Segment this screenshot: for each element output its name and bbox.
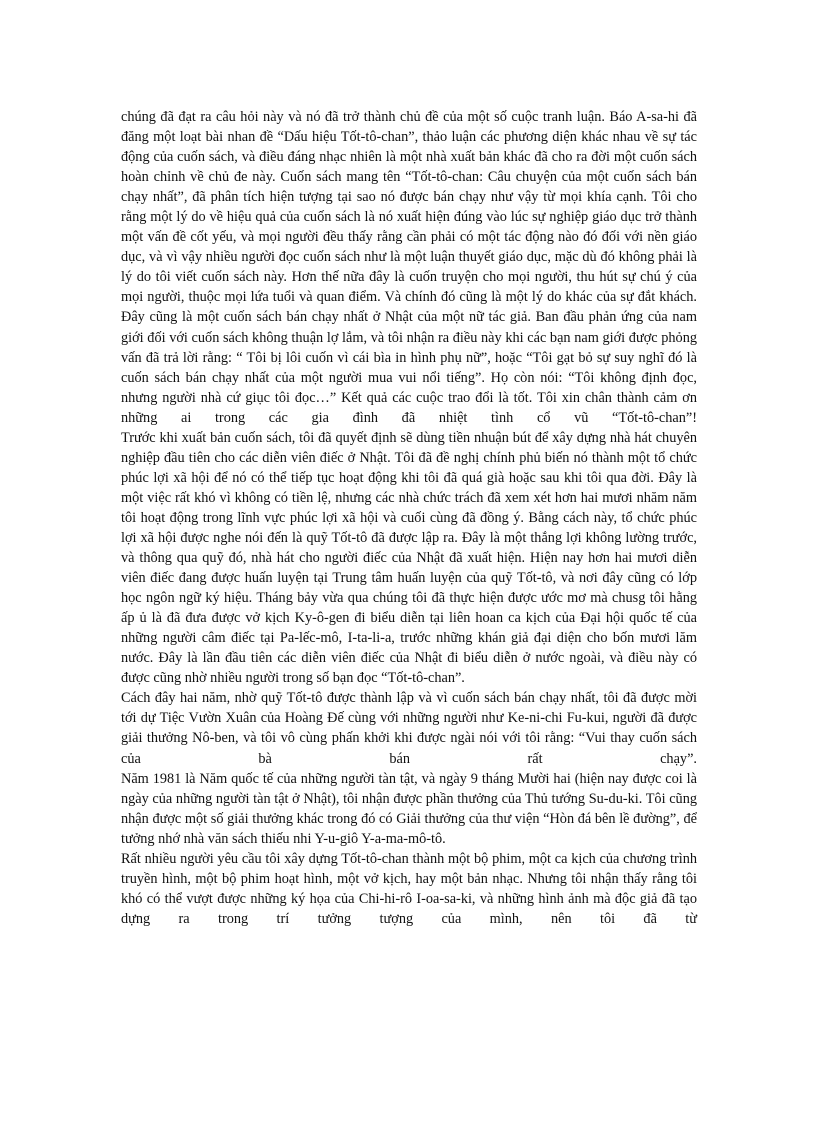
paragraph-2: Đây cũng là một cuốn sách bán chạy nhất ở Nhật của một nữ tác giả. Ban đầu phản ứng của nam giới đối với cuốn sách không thuận lợ lắm, và tôi nhận ra điều này khi các bạn nam giới được phỏng vấn đã trả lời rằng: “ Tôi bị lôi cuốn vì cái bìa in hình phụ nữ”, hoặc “Tôi gạt bỏ sự suy nghĩ đó là cuốn sách bán chạy nhất của một người mua vui nổi tiếng”. Họ còn nói: “Tôi không định đọc, nhưng người nhà cứ giục tôi đọc…” Kết quả các cuộc trao đổi là tốt. Tôi xin chân thành cảm ơn những ai trong các gia đình đã nhiệt tình cổ vũ “Tốt-tô-chan”! (121, 309, 697, 426)
paragraph-4: Cách đây hai năm, nhờ quỹ Tốt-tô được thành lập và vì cuốn sách bán chạy nhất, tôi đã được mời tới dự Tiệc Vườn Xuân của Hoàng Đế cùng với những người như Ke-ni-chi Fu-kui, người đã được giải thưởng Nô-ben, và tôi vô cùng phấn khởi khi được ngài nói với tôi rằng: “Vui thay cuốn sách của bà bán rất chạy”. (121, 690, 697, 767)
paragraph-1: chúng đã đạt ra câu hỏi này và nó đã trở thành chủ đề của một số cuộc tranh luận. Báo A-sa-hi đã đăng một loạt bài nhan đề “Dấu hiệu Tốt-tô-chan”, thảo luận các phương diện khác nhau về sự tác động của cuốn sách, và điều đáng nhạc nhiên là một nhà xuất bản khác đã cho ra đời một cuốn sách hoàn chỉnh về chủ đe này. Cuốn sách mang tên “Tốt-tô-chan: Câu chuyện của một cuốn sách bán chạy nhất”, đã phân tích hiện tượng tại sao nó được bán chạy như vậy từ mọi khía cạnh. Tôi cho rằng một lý do về hiệu quả của cuốn sách là nó xuất hiện đúng vào lúc sự nghiệp giáo dục trở thành một vấn đề cốt yếu, và mọi người đều thấy rằng cần phải có một tác động nào đó đối với nền giáo dục, và vì vậy nhiều người đọc cuốn sách như là một luận thuyết giáo dục, mặc dù đó không phải là lý do tôi viết cuốn sách này. Hơn thế nữa đây là cuốn truyện cho mọi người, thu hút sự chú ý của mọi người, thuộc mọi lứa tuổi và quan điểm. Và chính đó cũng là một lý do khác của sự đắt khách. (121, 109, 697, 306)
paragraph-3: Trước khi xuất bản cuốn sách, tôi đã quyết định sẽ dùng tiền nhuận bút để xây dựng nhà hát chuyên nghiệp đầu tiên cho các diễn viên điếc ở Nhật. Tôi đã đề nghị chính phủ biến nó thành một tổ chức phúc lợi xã hội để nó có thể tiếp tục hoạt động khi tôi đã quá già hoặc sau khi tôi qua đời. Đây là một việc rất khó vì không có tiền lệ, nhưng các nhà chức trách đã xem xét hơn hai mươi nhăm năm tôi hoạt động trong lĩnh vực phúc lợi xã hội và cuối cùng đã đồng ý. Bằng cách này, tổ chức phúc lợi xã hội được nghe nói đến là quỹ Tốt-tô đã được lập ra. Đây là một thắng lợi không lường trước, và thông qua quỹ đó, nhà hát cho người điếc của Nhật đã xuất hiện. Hiện nay hơn hai mươi diễn viên điếc đang được huấn luyện tại Trung tâm huấn luyện của quỹ Tốt-tô, và nơi đây cũng có lớp học ngôn ngữ ký hiệu. Tháng bảy vừa qua chúng tôi đã thực hiện được ước mơ mà chusg tôi hằng ấp ủ là đã đưa được vở kịch Ky-ô-gen đi biểu diễn tại liên hoan ca kịch của Đại hội quốc tế của những người câm điếc tại Pa-lếc-mô, I-ta-li-a, trước những khán giả đại diện cho bốn mươi lăm nước. Đây là lần đầu tiên các diễn viên điếc của Nhật đi biểu diễn ở nước ngoài, và điều này có được cũng nhờ nhiều người trong số bạn đọc “Tốt-tô-chan”. (121, 429, 697, 687)
paragraph-6: Rất nhiều người yêu cầu tôi xây dựng Tốt-tô-chan thành một bộ phim, một ca kịch của chương trình truyền hình, một bộ phim hoạt hình, một vở kịch, hay một bản nhạc. Nhưng tôi nhận thấy rằng tôi khó có thể vượt được những ký họa của Chi-hi-rô I-oa-sa-ki, và những hình ảnh mà độc giả đã tạo dựng ra trong trí tưởng tượng của mình, nên tôi đã từ (121, 850, 697, 927)
paragraph-5: Năm 1981 là Năm quốc tế của những người tàn tật, và ngày 9 tháng Mười hai (hiện nay được coi là ngày của những người tàn tật ở Nhật), tôi nhận được phần thưởng của Thủ tướng Su-du-ki. Tôi cũng nhận được một số giải thưởng khác trong đó có Giải thưởng của thư viện “Hòn đá bên lề đường”, để tưởng nhớ nhà văn sách thiếu nhi Y-u-giô Y-a-ma-mô-tô. (121, 770, 697, 847)
document-page (121, 107, 697, 929)
